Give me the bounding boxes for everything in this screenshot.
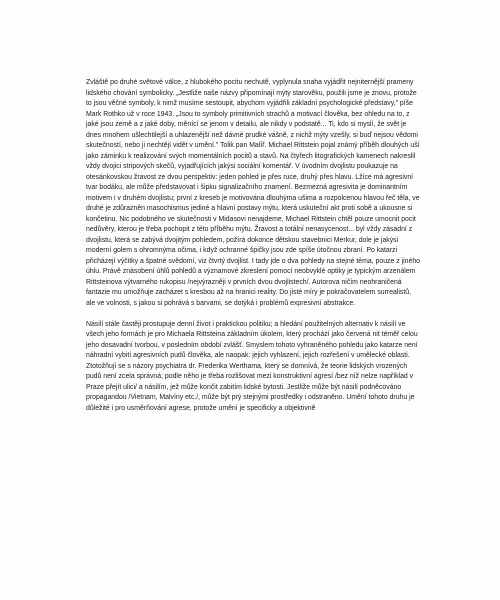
- paragraph-1: Zvláště po druhé světové válce, z hlubokého pocitu nechutě, vyplynula snaha vyjádřit nejniternější prameny lidského chování symbolicky. „Jestliže naše názvy připomínají mýty starověku, použili jsme je znovu, protože to jsou věčné symboly, k nimž musíme sestoupit, abychom vyjádřili základní psychologické představy," píše Mark Rothko už v roce 1943. „Jsou to symboly primitivních strachů a motivací člověka, bez ohledu na to, z jaké jsou země a z jaké doby, měnící se jenom v detailu, ale nikdy v podstatě... Ti, kdo si myslí, že svět je dnes mnohem ušlechtilejší a uhlazenější než dávné prudké vášně, z nichž mýty vzešly, si buď nejsou vědomi skutečností, nebo ji nechtějí vidět v umění." Tolik pan Malíř. Michael Rittstein pojal známý příběh dlouhých uší jako záminku k realizování svých momentálních pocitů a stavů. Na čtyřech litografických kamenech nakreslil vždy dvojici stripových skečů, vyjadřujících jakýsi sociální komentář. V úvodním dvojlistu poukazuje na otesánkovskou žravost ze dvou perspektiv: jeden pohled je přes ruce, druhý přes hlavu. Lžíce má agresivní tvar bodáku, ale může představovat i šipku signalizačního znamení. Bezmezná agresivita je dominantním motivem i v druhém dvojlistu; první z kreseb je motivována dlouhýma ušima a rozpolcenou hlavou řeč těla, ve druhé je zdůrazněn masochismus jediné a hlavní postavy mýtu, která uskuteční akt proti sobě a ukousne si končetinu. Nic podobného ve skutečnosti v Midasovi nenajdeme, Michael Rittstein chtěl pouze umocnit pocit nedůvěry, kterou je třeba pochopit z této příběhu mýtu. Žravost a totální nenasycenost... byl vždy zásadní z dvojlistu, která se zabývá dvojitým pohledem, požírá dokonce dětskou stavebnici Merkur, dole je jakýsi moderní golem s ohromnýma očima, i když ochranné špičky jsou zde spíše útočnou zbraní. Po katarzi přicházejí výčitky a špatné svědomí, viz čtvrtý dvojlist. I tady jde o dva pohledy na stejné téma, pouze z jiného úhlu. Právě znásobení úhlů pohledů a významové zkreslení pomocí neobvyklé optiky je typickým arzenálem Rittsteinova výtvarného rukopisu /nejvýrazněji v prvních dvou dvojlistech/. Autorova ničím neohraničená fantazie mu umožňuje zacházet s kresbou až na hranici reality. Do jisté míry je pokračovatelem surrealistů, ale ve volnosti, s jakou si pohrává s barvami, se dotýká i problémů expresivní abstrakce.: [86, 79, 420, 307]
- article-text: [86, 78, 420, 425]
- paragraph-2: Násilí stále častěji prostupuje denní život i praktickou politiku; a hledání použitelných alternativ k násilí ve všech jeho formách je pro Michaela Rittsteina základním úkolem, který prochází jako červená nit téměř celou jeho dosavadní tvorbou, v posledním období zvlášť. Smyslem tohoto vyhraněného pohledu jako katarze není náhradní vybití agresivních pudů člověka, ale naopak: jejich vyhlazení, jejich rozřešení v umělecké oblasti. Ztotožňují se s názory psychiatra dr. Frederika Werthama, který se domnívá, že teorie lidských vrozených pudů není zcela správná; podle něho je třeba rozlišovat mezi konstruktivní agresí /bez níž nelze například v Praze přejít ulici/ a násilím, jež může končit zabitím lidské bytosti. Jestliže může být násilí podněcováno propagandou /Vietnam, Malvíny etc./, může být prý stejnými prostředky i odstraněno. Umění tohoto druhu je důležité i pro usměrňování agrese, protože umění je specificky a objektivně: [86, 320, 418, 412]
